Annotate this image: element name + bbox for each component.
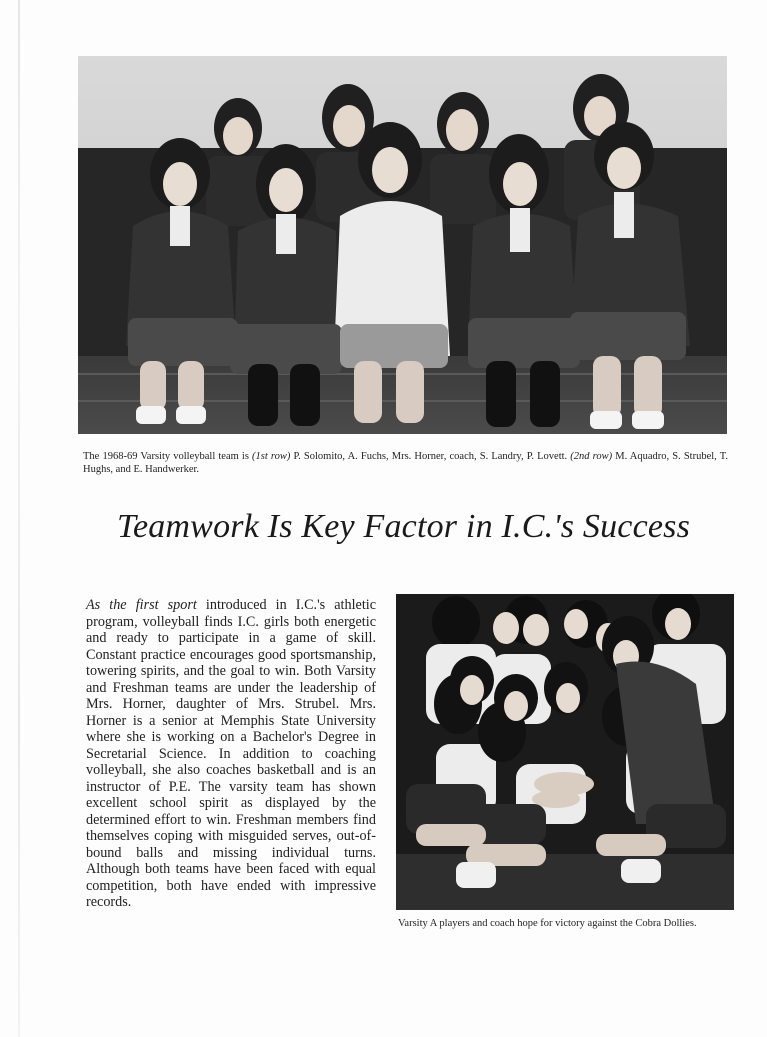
row-2-marker: (2nd row) [570, 451, 613, 462]
row-1-marker: (1st row) [252, 451, 291, 462]
row-2-names: M. Aquadro, S. Strubel, T. Hughs, and E. Handwerker. [83, 451, 728, 475]
article-lead-italic: As the first sport [86, 597, 197, 613]
article-body [86, 597, 376, 911]
caption-lead: The 1968-69 Varsity volleyball team is [83, 451, 249, 462]
varsity-team-photo [78, 56, 727, 434]
huddle-photo [396, 594, 734, 910]
huddle-photo-caption: Varsity A players and coach hope for victory against the Cobra Dollies. [398, 918, 697, 929]
article-headline: Teamwork Is Key Factor in I.C.'s Success [116, 508, 691, 545]
row-1-names: P. Solomito, A. Fuchs, Mrs. Horner, coach, S. Landry, P. Lovett. [293, 451, 568, 462]
team-photo-caption [83, 451, 728, 476]
article-body-text: introduced in I.C.'s athletic program, volleyball finds I.C. girls both energetic and ready to participate in a game of skill. Constant practice encourages good sportsmanship, towering spirits, and the goal to win. Both Varsity and Freshman teams are under the leadership of Mrs. Horner, daughter of Mrs. Strubel. Mrs. Horner is a senior at Memphis State University where she is working on a Bachelor's Degree in Secretarial Science. In addition to coaching volleyball, she also coaches basketball and is an instructor of P.E. The varsity team has shown excellent school spirit as displayed by the determined effort to win. Freshman members find themselves coping with misguided serves, out-of-bound balls and missing individual turns. Although both teams have been faced with equal competition, both have ended with impressive records. [86, 597, 376, 910]
